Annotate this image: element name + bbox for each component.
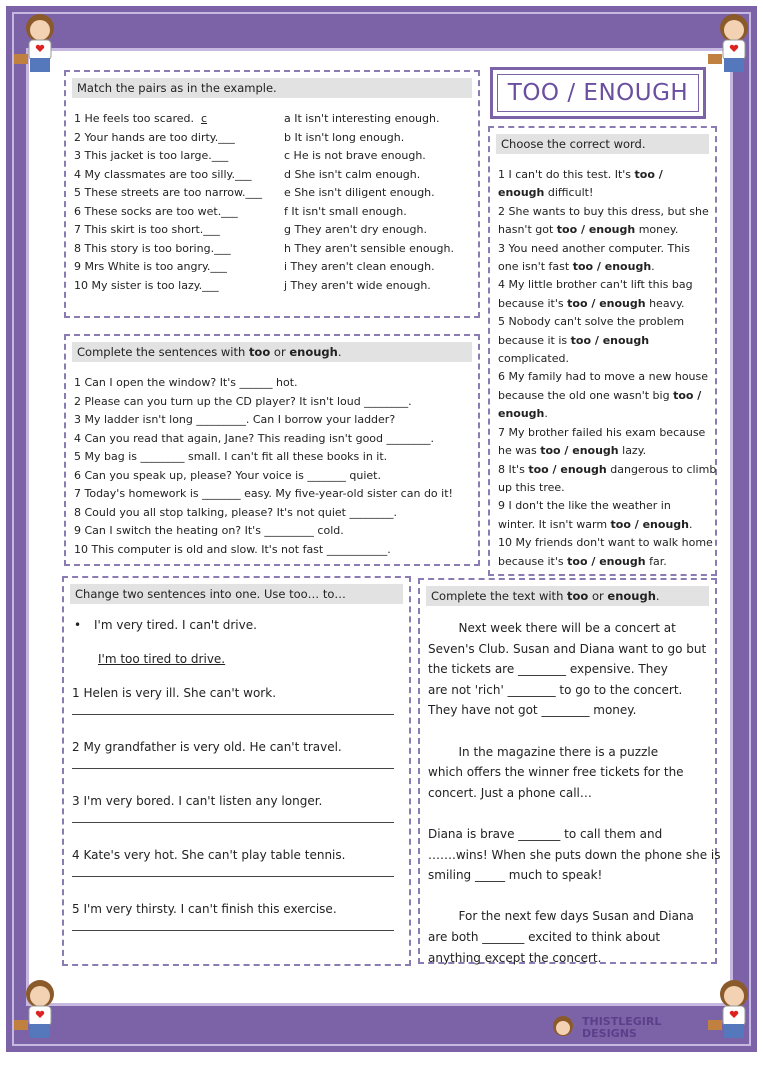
match-right-item: h They aren't sensible enough. xyxy=(284,241,454,255)
choose-line xyxy=(498,479,716,497)
choose-line xyxy=(498,295,716,313)
bullet-icon: • xyxy=(74,618,82,632)
change-item: 5 I'm very thirsty. I can't finish this exercise. xyxy=(72,902,337,916)
answer-line xyxy=(72,768,394,769)
change-exercise xyxy=(62,576,411,966)
complete-instruction: Complete the sentences with too or enough. xyxy=(72,342,472,362)
match-left-item: 2 Your hands are too dirty.___ xyxy=(74,130,235,144)
text-instruction: Complete the text with too or enough. xyxy=(426,586,709,606)
text-line: are both _______ excited to think about xyxy=(428,929,661,944)
match-left-item: 3 This jacket is too large.___ xyxy=(74,149,229,162)
choose-line xyxy=(498,368,716,386)
complete-item: 9 Can I switch the heating on? It's _________ cold. xyxy=(74,524,344,537)
choose-text: because it's xyxy=(498,554,568,568)
match-right-item: j They aren't wide enough. xyxy=(284,278,431,292)
match-right-item: c He is not brave enough. xyxy=(284,149,426,162)
choose-text: money. xyxy=(635,223,679,237)
text-exercise xyxy=(418,578,721,965)
choose-line xyxy=(498,553,716,571)
choose-line xyxy=(498,424,716,442)
change-item: 1 Helen is very ill. She can't work. xyxy=(72,686,277,700)
complete-item: 2 Please can you turn up the CD player? It isn't loud ________. xyxy=(74,394,412,408)
thistlegirl-logo xyxy=(548,1014,662,1044)
answer-line xyxy=(72,876,394,877)
match-right-item: e She isn't diligent enough. xyxy=(284,186,435,199)
complete-item: 10 This computer is old and slow. It's not fast ___________. xyxy=(74,542,391,556)
match-exercise xyxy=(64,70,480,318)
choose-text: hasn't got xyxy=(498,223,557,237)
answer-line xyxy=(72,714,394,715)
text-line: are not 'rich' ________ to go to the concert. xyxy=(428,682,683,697)
choose-line xyxy=(498,313,716,331)
text-line: For the next few days Susan and Diana xyxy=(428,909,694,924)
choose-line xyxy=(498,516,716,534)
choose-line xyxy=(498,166,716,184)
complete-item: 3 My ladder isn't long _________. Can I borrow your ladder? xyxy=(74,413,396,426)
text-line: concert. Just a phone call… xyxy=(428,785,592,800)
page-title: TOO / ENOUGH xyxy=(497,74,699,112)
change-example: I'm very tired. I can't drive. xyxy=(94,618,257,632)
text-line xyxy=(428,721,720,742)
match-left-item: 1 He feels too scared. xyxy=(74,112,195,125)
choose-options: too / enough xyxy=(567,296,646,310)
text-line: smiling _____ much to speak! xyxy=(428,868,603,883)
answer-line xyxy=(72,822,394,823)
choose-text: . xyxy=(651,260,655,274)
choose-text: up this tree. xyxy=(498,480,565,494)
match-right-item: i They aren't clean enough. xyxy=(284,260,435,273)
match-right-item: b It isn't long enough. xyxy=(284,130,405,144)
choose-text: lazy. xyxy=(618,444,647,458)
choose-text: difficult! xyxy=(544,186,594,200)
choose-text: because the old one wasn't big xyxy=(498,388,674,402)
text-line: the tickets are ________ expensive. They xyxy=(428,662,668,677)
girl-illustration-bottom-left xyxy=(12,976,68,1046)
choose-options: too / enough xyxy=(556,223,636,237)
match-left-item: 10 My sister is too lazy.___ xyxy=(74,278,219,292)
choose-line xyxy=(498,350,716,368)
text-line: Seven's Club. Susan and Diana want to go but xyxy=(428,641,707,656)
match-left-item: 9 Mrs White is too angry.___ xyxy=(74,260,227,273)
choose-line xyxy=(498,240,716,258)
choose-options: too / enough xyxy=(567,554,646,568)
choose-options: enough xyxy=(498,407,545,421)
text-line: Next week there will be a concert at xyxy=(428,621,676,635)
text-line xyxy=(428,886,720,907)
choose-line xyxy=(498,461,716,479)
change-item: 2 My grandfather is very old. He can't travel. xyxy=(72,740,342,754)
choose-line xyxy=(498,497,716,515)
choose-text: 1 I can't do this test. It's xyxy=(498,168,635,181)
answer-line xyxy=(72,930,394,931)
choose-line xyxy=(498,387,716,405)
girl-illustration-bottom-right xyxy=(706,976,762,1046)
girl-illustration-top-left xyxy=(12,10,68,80)
text-line: …….wins! When she puts down the phone she is xyxy=(428,847,721,862)
choose-text: 2 She wants to buy this dress, but she xyxy=(498,204,709,218)
choose-line xyxy=(498,221,716,239)
change-item: 3 I'm very bored. I can't listen any longer. xyxy=(72,794,323,808)
choose-text: dangerous to climb xyxy=(606,462,717,476)
choose-line xyxy=(498,405,716,423)
complete-item: 8 Could you all stop talking, please? It's not quiet ________. xyxy=(74,505,397,519)
choose-text: 10 My friends don't want to walk home xyxy=(498,536,713,550)
choose-text: 8 It's xyxy=(498,462,529,476)
choose-text: 7 My brother failed his exam because xyxy=(498,425,706,439)
choose-line xyxy=(498,276,716,294)
choose-text: he was xyxy=(498,444,541,458)
choose-options: enough xyxy=(498,186,545,200)
choose-line xyxy=(498,258,716,276)
choose-text: because it is xyxy=(498,333,571,347)
change-example-answer: I'm too tired to drive. xyxy=(98,652,226,666)
match-right-item: d She isn't calm enough. xyxy=(284,167,421,181)
complete-item: 6 Can you speak up, please? Your voice is _______ quiet. xyxy=(74,468,381,482)
match-left-item: 4 My classmates are too silly.___ xyxy=(74,167,252,181)
text-line: They have not got ________ money. xyxy=(428,703,637,718)
match-left-item: 8 This story is too boring.___ xyxy=(74,241,231,255)
change-item: 4 Kate's very hot. She can't play table tennis. xyxy=(72,848,346,862)
complete-item: 4 Can you read that again, Jane? This reading isn't good ________. xyxy=(74,431,435,445)
choose-text: heavy. xyxy=(645,296,685,310)
match-right-item: a It isn't interesting enough. xyxy=(284,112,440,125)
choose-options: too / enough xyxy=(572,260,652,274)
match-instruction: Match the pairs as in the example. xyxy=(72,78,472,98)
choose-text: 3 You need another computer. This xyxy=(498,241,690,255)
text-line: Diana is brave _______ to call them and xyxy=(428,826,663,841)
text-line: In the magazine there is a puzzle xyxy=(428,744,659,759)
choose-instruction: Choose the correct word. xyxy=(496,134,709,154)
match-example-answer: c xyxy=(201,112,208,125)
match-right-item: g They aren't dry enough. xyxy=(284,223,427,236)
choose-text: . xyxy=(544,407,548,421)
title-box xyxy=(490,67,706,119)
text-line xyxy=(428,803,720,824)
complete-item: 7 Today's homework is _______ easy. My five-year-old sister can do it! xyxy=(74,487,453,500)
text-body xyxy=(428,618,720,968)
choose-text: winter. It isn't warm xyxy=(498,517,611,531)
logo-line-2: DESIGNS xyxy=(582,1027,637,1040)
choose-line xyxy=(498,442,716,460)
complete-exercise xyxy=(64,334,480,566)
choose-options: too / enough xyxy=(610,517,689,531)
match-left-item: 6 These socks are too wet.___ xyxy=(74,204,238,218)
choose-line xyxy=(498,203,716,221)
choose-text: . xyxy=(688,517,693,531)
match-left-item: 5 These streets are too narrow.___ xyxy=(74,186,262,199)
complete-item: 5 My bag is ________ small. I can't fit all these books in it. xyxy=(74,450,388,463)
match-left-item: 7 This skirt is too short.___ xyxy=(74,223,220,236)
choose-options: too / xyxy=(634,168,663,181)
choose-list xyxy=(498,166,716,571)
choose-text: 6 My family had to move a new house xyxy=(498,370,709,384)
choose-text: because it's xyxy=(498,296,568,310)
match-right-item: f It isn't small enough. xyxy=(284,204,407,218)
choose-text: far. xyxy=(645,554,667,568)
choose-exercise xyxy=(488,126,717,576)
logo-line-1: THISTLEGIRL xyxy=(582,1015,662,1028)
text-line: anything except the concert. xyxy=(428,950,602,965)
girl-illustration-top-right xyxy=(706,10,762,80)
logo-girl-icon xyxy=(548,1014,578,1042)
choose-text: 9 I don't the like the weather in xyxy=(498,499,671,513)
choose-line xyxy=(498,332,716,350)
choose-line xyxy=(498,534,716,552)
choose-text: 5 Nobody can't solve the problem xyxy=(498,315,685,329)
complete-item: 1 Can I open the window? It's ______ hot. xyxy=(74,376,298,389)
choose-text: complicated. xyxy=(498,352,569,366)
choose-text: one isn't fast xyxy=(498,260,573,274)
choose-line xyxy=(498,184,716,202)
choose-options: too / enough xyxy=(570,333,650,347)
choose-options: too / enough xyxy=(528,462,607,476)
choose-options: too / enough xyxy=(540,444,619,458)
choose-text: 4 My little brother can't lift this bag xyxy=(498,278,693,292)
choose-options: too / xyxy=(673,388,702,402)
text-line: which offers the winner free tickets for the xyxy=(428,765,684,780)
change-instruction: Change two sentences into one. Use too… to… xyxy=(70,584,403,604)
